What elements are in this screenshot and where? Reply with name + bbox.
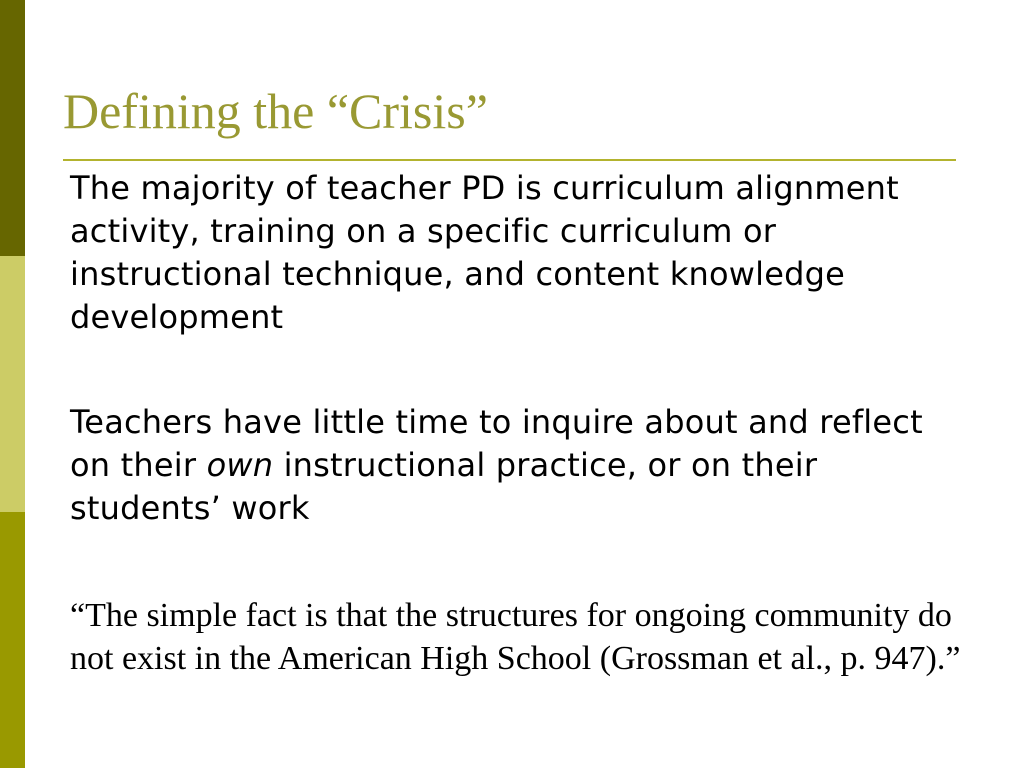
sidebar-accent-bar (0, 0, 25, 768)
paragraph-teacher-time (70, 401, 950, 530)
paragraph-pd-activities: The majority of teacher PD is curriculum alignment activity, training on a specific curriculum or instructional technique, and content knowledge development (70, 169, 899, 336)
paragraph-quote: “The simple fact is that the structures for ongoing community do not exist in the American High School (Grossman et al., p. 947).” (70, 597, 961, 677)
paragraph-teacher-time-emphasis: own (206, 446, 274, 484)
sidebar-segment-bottom (0, 512, 25, 768)
sidebar-segment-middle (0, 256, 25, 512)
title-underline-rule (63, 159, 956, 161)
slide-title: Defining the “Crisis” (63, 83, 488, 139)
paragraph-teacher-time-after: instructional practice, or on their students’ work (70, 446, 818, 527)
sidebar-segment-top (0, 0, 25, 256)
paragraph-teacher-time-before: Teachers have little time to inquire about and reflect on their (70, 403, 923, 484)
